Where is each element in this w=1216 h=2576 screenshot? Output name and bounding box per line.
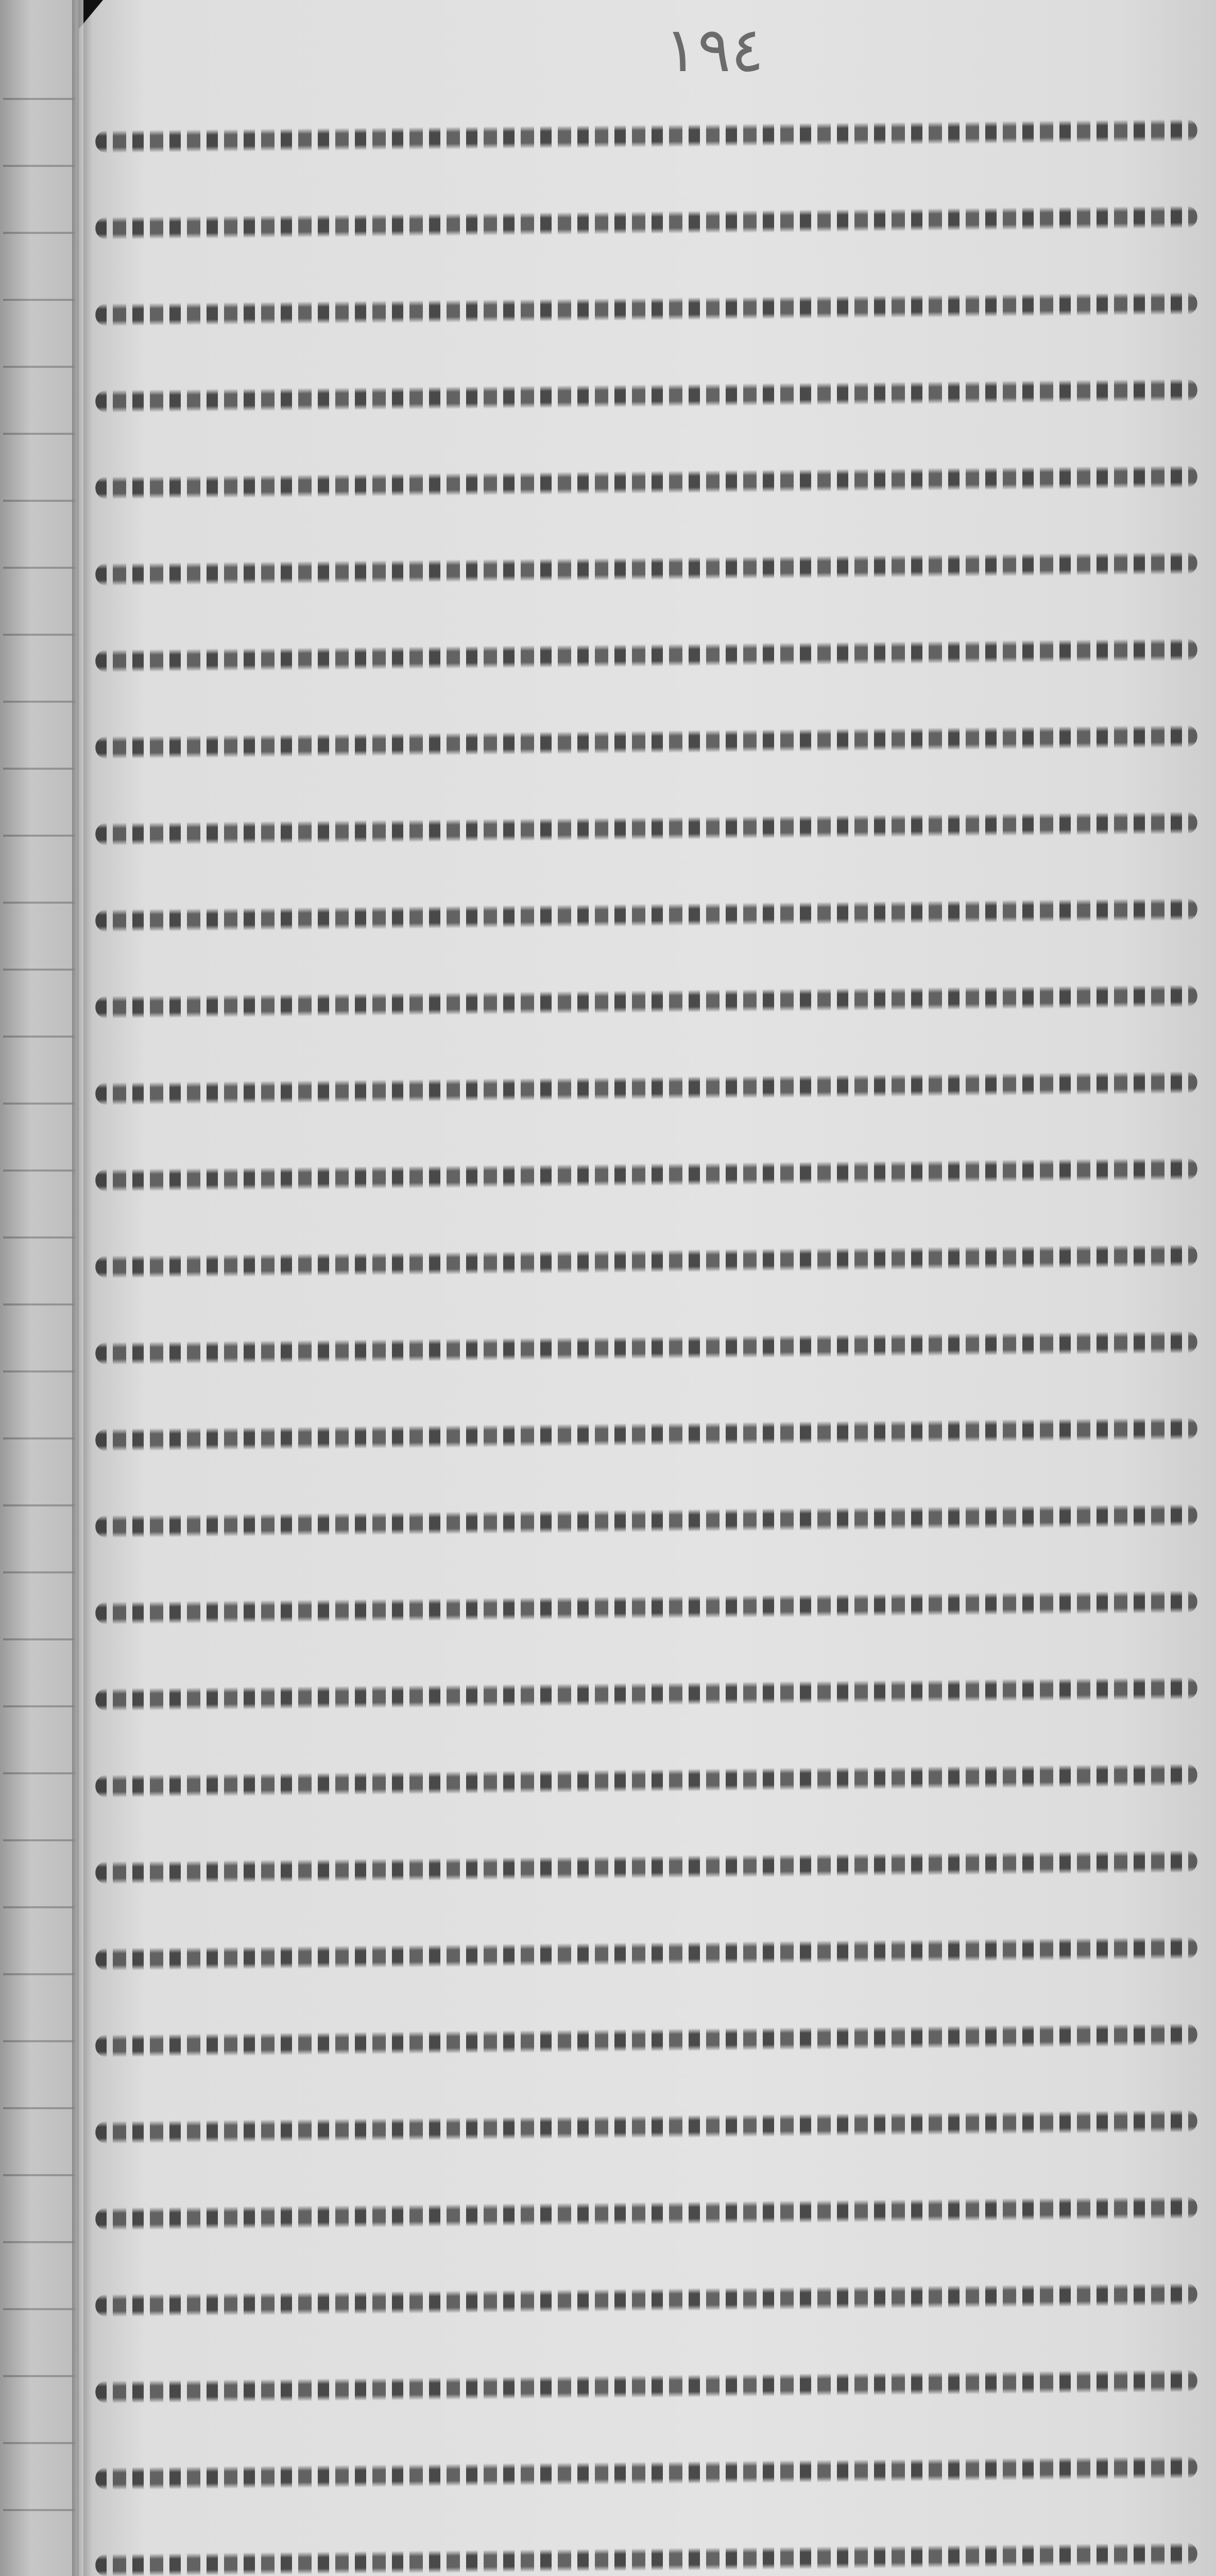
ink-stroke <box>95 465 1197 499</box>
handwritten-line <box>95 1824 1197 1910</box>
handwritten-line <box>95 179 1197 266</box>
ink-stroke <box>95 2110 1197 2144</box>
page-number: ١٩٤ <box>664 14 764 86</box>
handwritten-line <box>95 2257 1197 2343</box>
ink-stroke <box>95 1158 1197 1192</box>
handwritten-line <box>95 1218 1197 1304</box>
ink-stroke <box>95 898 1197 932</box>
handwritten-line <box>95 352 1197 439</box>
handwritten-line <box>95 266 1197 352</box>
adjacent-page-strip <box>0 0 79 2576</box>
handwritten-line <box>95 1391 1197 1478</box>
handwritten-line <box>95 699 1197 785</box>
handwritten-line <box>95 958 1197 1045</box>
handwritten-line <box>95 93 1197 179</box>
handwritten-line <box>95 1737 1197 1824</box>
ink-stroke <box>95 2543 1197 2576</box>
ink-stroke <box>95 1764 1197 1798</box>
handwritten-line <box>95 785 1197 872</box>
ink-stroke <box>95 725 1197 759</box>
ink-stroke <box>95 638 1197 672</box>
ink-stroke <box>95 1071 1197 1105</box>
ink-stroke <box>95 1937 1197 1971</box>
ink-stroke <box>95 811 1197 845</box>
handwritten-line <box>95 1478 1197 1564</box>
ink-stroke <box>95 1417 1197 1451</box>
ink-stroke <box>95 2456 1197 2490</box>
ink-stroke <box>95 379 1197 413</box>
handwritten-line <box>95 2343 1197 2430</box>
ink-stroke <box>95 2196 1197 2230</box>
handwritten-line <box>95 1997 1197 2083</box>
ink-stroke <box>95 1244 1197 1278</box>
handwritten-line <box>95 1651 1197 1737</box>
handwritten-line <box>95 2083 1197 2170</box>
handwritten-line <box>95 872 1197 958</box>
handwritten-line <box>95 1304 1197 1391</box>
ink-stroke <box>95 1850 1197 1884</box>
ink-stroke <box>95 2283 1197 2317</box>
manuscript-page <box>80 0 1216 2576</box>
handwritten-line <box>95 526 1197 612</box>
handwritten-line <box>95 1564 1197 1651</box>
handwritten-line <box>95 2170 1197 2257</box>
ink-stroke <box>95 552 1197 586</box>
handwritten-text-block <box>95 93 1197 2576</box>
ink-stroke <box>95 292 1197 326</box>
ink-stroke <box>95 1331 1197 1365</box>
ink-stroke <box>95 1677 1197 1711</box>
adjacent-page-text-lines <box>3 62 75 2576</box>
ink-stroke <box>95 2023 1197 2057</box>
ink-stroke <box>95 2369 1197 2403</box>
ink-stroke <box>95 1504 1197 1538</box>
handwritten-line <box>95 2516 1197 2576</box>
handwritten-line <box>95 1910 1197 1997</box>
ink-stroke <box>95 1590 1197 1624</box>
ink-stroke <box>95 119 1197 153</box>
handwritten-line <box>95 612 1197 699</box>
ink-stroke <box>95 206 1197 240</box>
handwritten-line <box>95 1131 1197 1218</box>
handwritten-line <box>95 2430 1197 2516</box>
ink-stroke <box>95 985 1197 1019</box>
handwritten-line <box>95 439 1197 526</box>
handwritten-line <box>95 1045 1197 1131</box>
